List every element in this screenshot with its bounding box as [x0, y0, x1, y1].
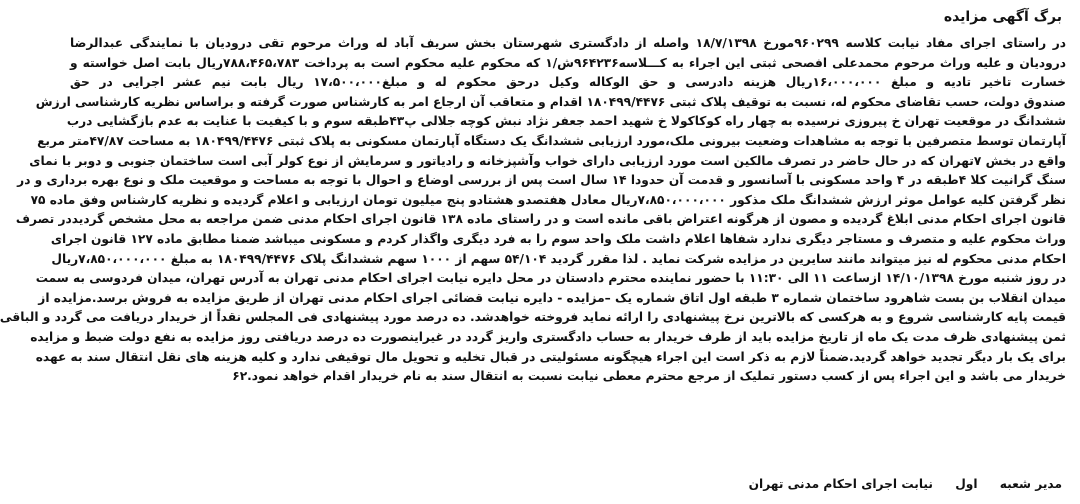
notice-line: سنگ گرانیت کلا ۴طبقه در ۴ واحد مسکونی با آسانسور و قدمت آن حدودا ۱۴ سال است پس از بررسی اوضاع و احوال با توجه به مساحت و موقعیت ملک و نوع بهره برداری و در — [17, 173, 1066, 188]
notice-line: نظر گرفتن کلیه عوامل موثر ارزش ششدانگ ملک مذکور ۷،۸۵۰،۰۰۰،۰۰۰ریال معادل هفتصدو هشتادو پنج میلیون تومان ارزیابی و اعلام گردیده و نظریه کارشناس وفق ماده ۷۵ — [30, 192, 1066, 207]
notice-line: صندوق دولت، حسب تقاضای محکوم له، نسبت به توقیف پلاک ثبتی ۱۸۰۴۹۹/۴۴۷۶ اقدام و متعاقب آن ارجاع امر به کارشناس صورت گرفته و براساس نظریه کارشناسی ارزش — [35, 94, 1066, 109]
notice-line: درودیان و علیه وراث مرحوم محمدعلی افصحی ثبتی این اجراء به کـــلاسه۹۶۴۲۳۶ش/۱ که محکوم علیه محکوم است به پرداخت ۷۸۸،۴۶۵،۷۸۳ریال بابت اصل خواسته و — [70, 55, 1066, 70]
notice-title: برگ آگهی مزایده — [943, 9, 1062, 25]
notice-line: وراث محکوم علیه و متصرف و مستاجر دیگری ندارد شفاها اعلام داشت ملک واحد سوم را به فرد دیگری واگذار کردم و مسکونی میباشد ضمنا مطابق ماده ۱۲۷ قانون اجرای — [50, 231, 1066, 246]
notice-line: در روز شنبه مورخ ۱۴/۱۰/۱۳۹۸ ازساعت ۱۱ الی ۱۱:۳۰ با حضور نماینده محترم دادستان در محل دایره نیابت اجرای احکام مدنی تهران به آدرس تهران، میدان فردوسی به سمت — [35, 271, 1066, 286]
notice-line: احکام مدنی محکوم له نیز میتواند مانند سایرین در مزایده شرکت نماید . لذا مقرر گردید ۵۴/۱۰۴ سهم از ۱۰۰۰ سهم ششدانگ پلاک ۱۸۰۴۹۹/۴۴۷۶ به مبلغ ۷،۸۵۰،۰۰۰،۰۰۰ریال — [51, 251, 1066, 266]
signature-role: مدیر شعبه — [999, 477, 1062, 491]
notice-body — [0, 34, 1066, 387]
signature-office: نیابت اجرای احکام مدنی تهران — [748, 477, 933, 491]
notice-line: خسارت تاخیر تادیه و مبلغ ۱۶،۰۰۰،۰۰۰ریال هزینه دادرسی و حق الوکاله وکیل درحق محکوم له و مبلغ۱۷،۵۰۰،۰۰۰ ریال بابت نیم عشر اجرایی در حق — [70, 75, 1066, 90]
notice-line: میدان انقلاب بن بست شاهرود ساختمان شماره ۳ طبقه اول اتاق شماره یک –مزایده - دایره نیابت قضائی اجرای احکام مدنی تهران از طریق مزایده به فروش برسد.مزایده از — [38, 290, 1066, 305]
notice-line: برای یک بار دیگر تجدید خواهد گردید.ضمناً لازم به ذکر است این اجراء هیچگونه مسئولیتی در قبال تخلیه و تحویل مال توقیفی ندارد و کلیه هزینه های نقل انتقال سند به عهده — [35, 349, 1066, 364]
notice-line: آپارتمان توسط متصرفین با توجه به مشاهدات وضعیت بیرونی ملک،مورد ارزیابی ششدانگ یک دستگاه آپارتمان مسکونی به پلاک ثبتی ۱۸۰۴۹۹/۴۴۷۶ به مساحت ۴۷/۸۷متر مربع — [37, 133, 1066, 148]
notice-line: قیمت پایه کارشناسی شروع و به هرکسی که بالاترین نرخ پیشنهادی را ارائه نماید فروخته خواهدشد. ده درصد مورد پیشنهادی فی المجلس نقداً از خریدار دریافت می گردد و الباقی — [0, 310, 1066, 325]
notice-line: ثمن پیشنهادی ظرف مدت یک ماه از تاریخ مزایده باید از طرف خریدار به حساب دادگستری واریز گردد در غیراینصورت ده درصد دریافتی روز مزایده به نفع دولت ضبط و مزایده — [30, 329, 1066, 344]
notice-line: واقع در بخش ۷تهران که در حال حاضر در تصرف مالکین است مورد ارزیابی دارای خواب وآشپزخانه و رادیاتور و سرمایش از نوع کولر آبی است ساختمان جنوبی و دوبر با نمای — [29, 153, 1066, 168]
notice-line: ششدانگ در موقعیت تهران خ پیروزی نرسیده به چهار راه کوکاکولا خ شهید احمد جعفر نژاد نبش کوچه جلالی پ۴۳طبقه سوم و با کیفیت با عنایت به عدم بازگشایی درب — [66, 114, 1066, 129]
notice-line: خریدار می باشد و این اجراء پس از کسب دستور تملیک از مرجع محترم معطی نیابت نسبت به انتقال سند به نام خریدار اقدام خواهد نمود.۶۲ — [232, 369, 1066, 384]
signature-rank: اول — [955, 477, 978, 491]
signature-block — [749, 474, 1062, 494]
notice-line: قانون اجرای احکام مدنی ابلاغ گردیده و مصون از هرگونه اعتراض باقی مانده است و در راستای ماده ۱۳۸ قانون اجرای احکام مدنی ضمن مراجعه به محل مشخص گردیددر تصرف — [15, 212, 1066, 227]
notice-line: در راستای اجرای مفاد نیابت کلاسه ۹۶۰۲۹۹مورخ ۱۸/۷/۱۳۹۸ واصله از دادگستری شهرستان بخش سریف آباد له وراث مرحوم تقی درودیان با نمایندگی عبدالرضا — [70, 36, 1066, 50]
